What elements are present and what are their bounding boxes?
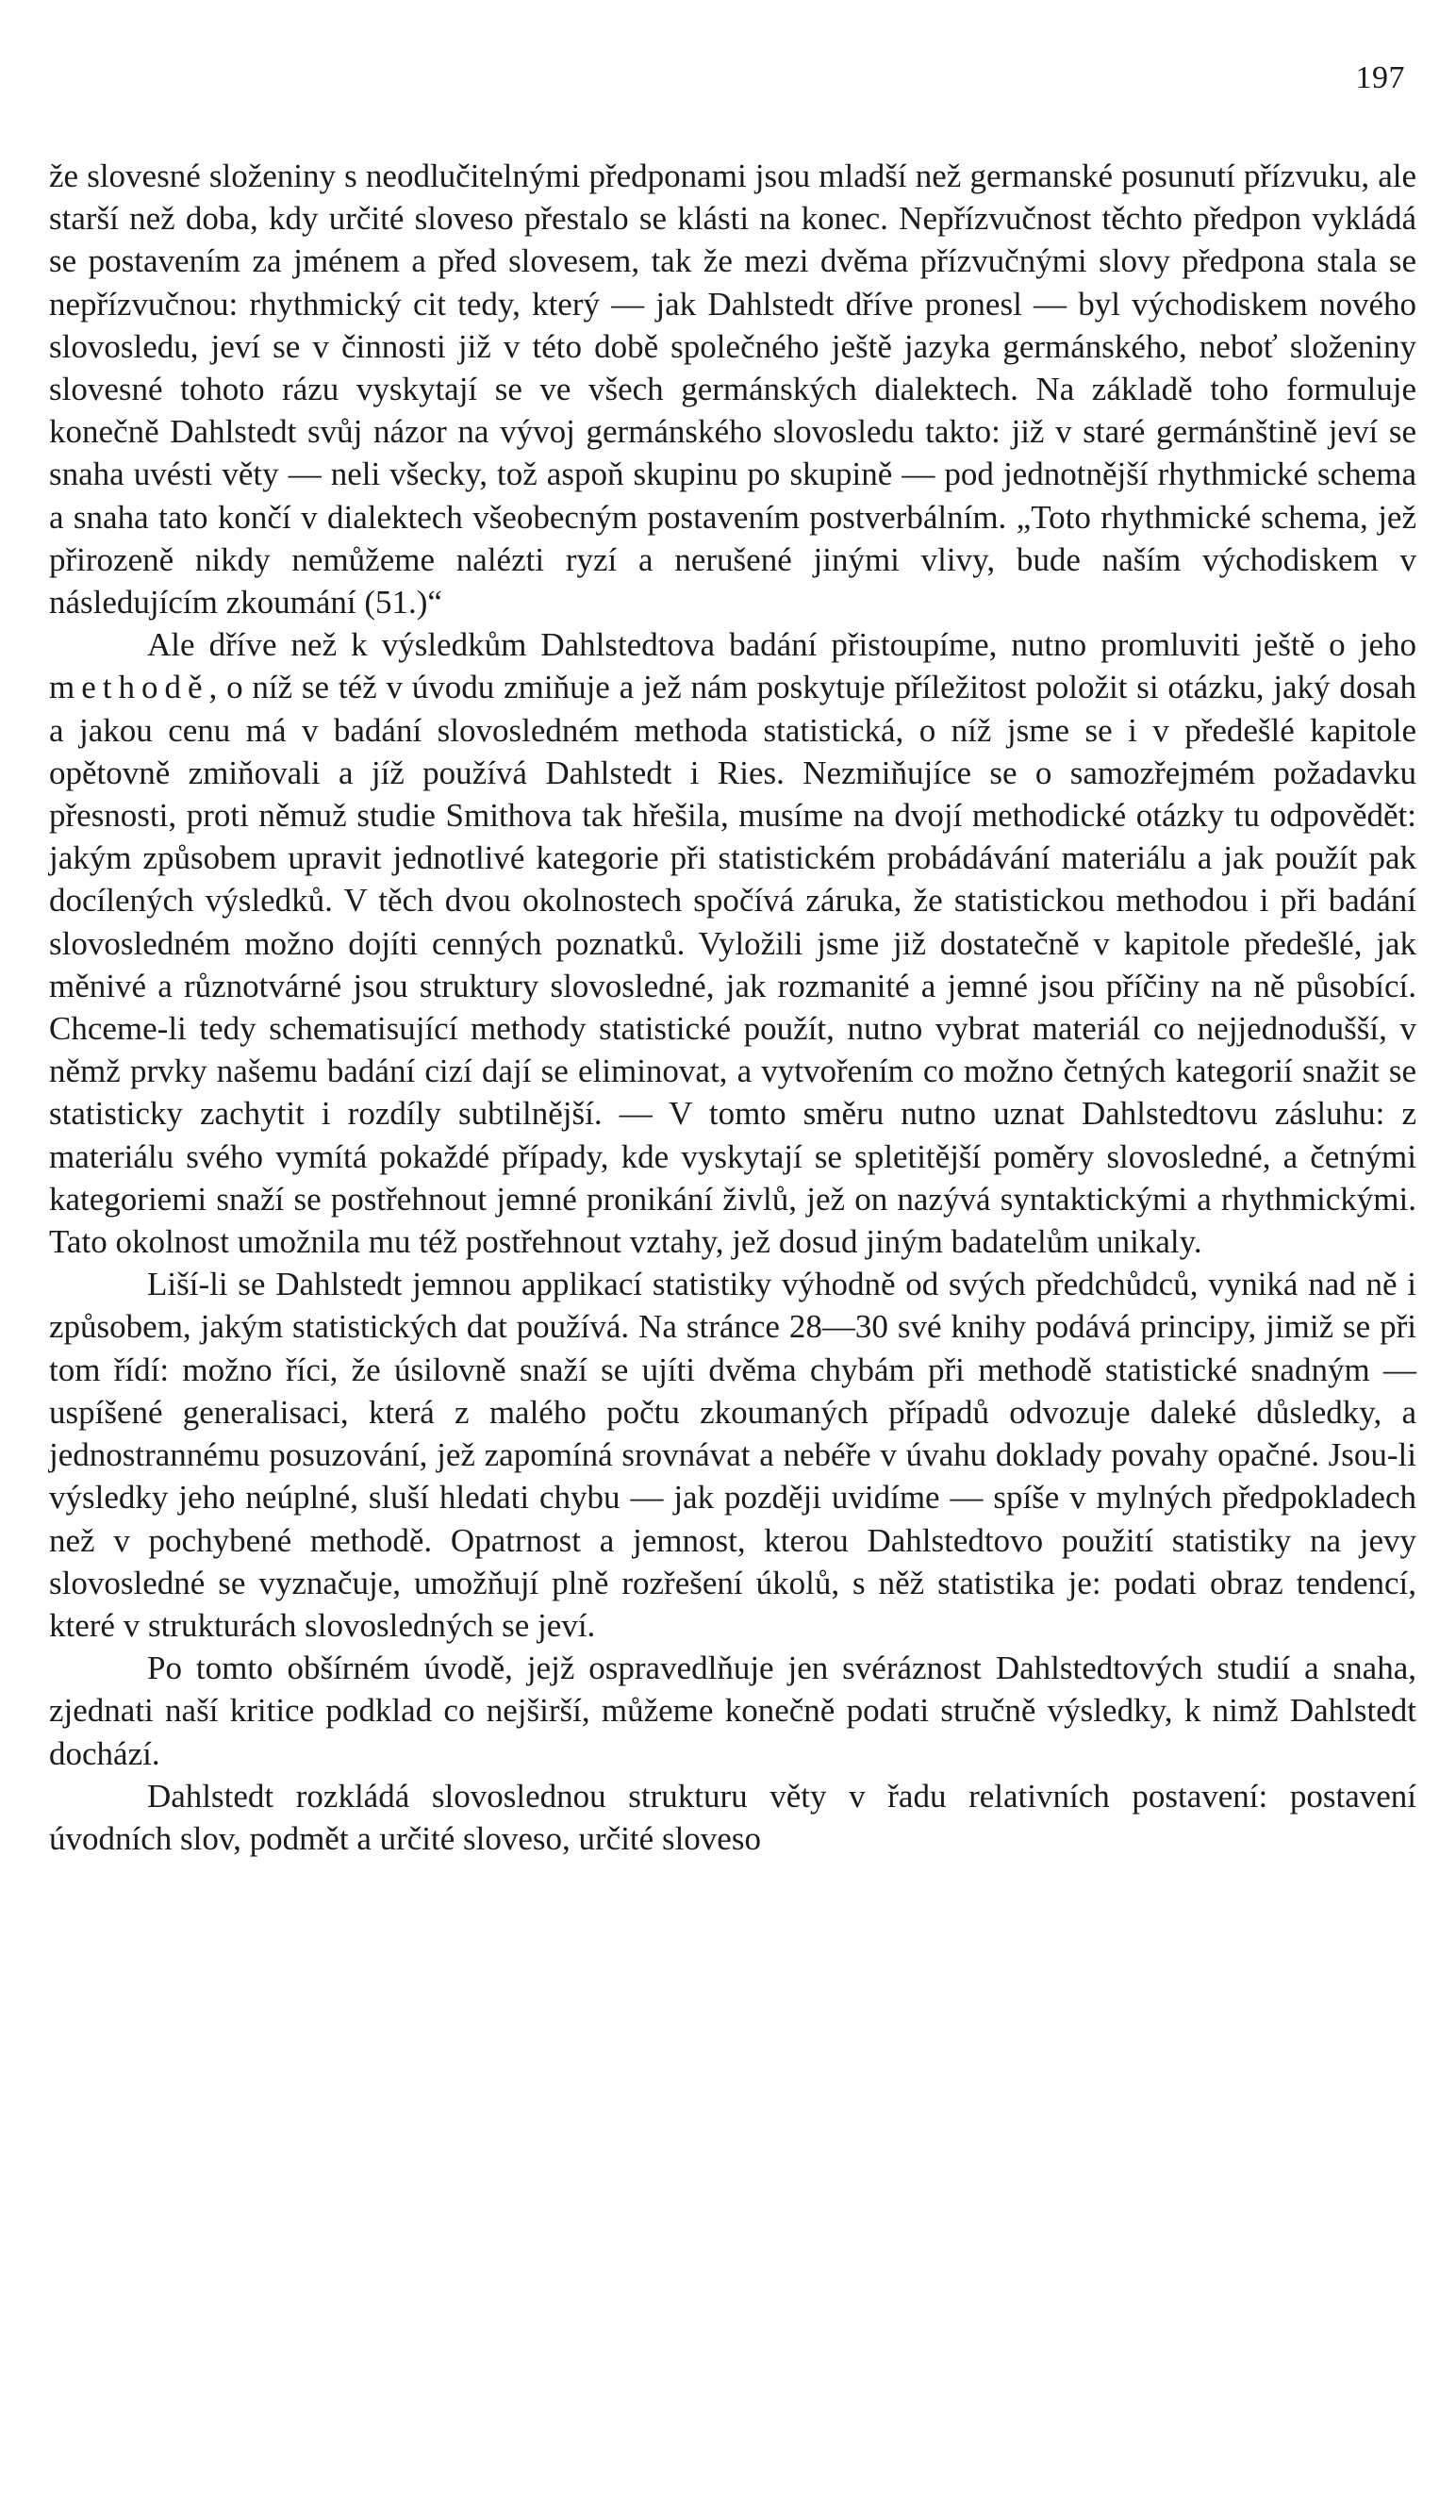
- emphasized-word-methode: methodě: [49, 669, 209, 706]
- paragraph-2: [49, 623, 1416, 1263]
- paragraph-5: Dahlstedt rozkládá slovoslednou strukturu věty v řadu relativních postavení: postavení úvodních slov, podmět a určité sloveso, určité sloveso: [49, 1777, 1416, 1857]
- page-number: 197: [1355, 60, 1405, 95]
- paragraph-4: Po tomto obšírném úvodě, jejž ospravedlňuje jen svéráznost Dahlstedtových studií a snaha, zjednati naší kritice podklad co nejširší, můžeme konečně podati stručně výsledky, k nimž Dahlstedt dochází.: [49, 1650, 1416, 1772]
- body-text: [49, 155, 1416, 1860]
- paragraph-1: že slovesné složeniny s neodlučitelnými předponami jsou mladší než germanské posunutí přízvuku, ale starší než doba, kdy určité sloveso přestalo se klásti na konec. Nepřízvučnost těchto předpon vykládá se postavením za jménem a před slovesem, tak že mezi dvěma přízvučnými slovy předpona stala se nepřízvučnou: rhythmický cit tedy, který — jak Dahlstedt dříve pronesl — byl východiskem nového slovosledu, jeví se v činnosti již v této době společného ještě jazyka germánského, neboť složeniny slovesné tohoto rázu vyskytají se ve všech germánských dialektech. Na základě toho formuluje konečně Dahlstedt svůj názor na vývoj germánského slovosledu takto: již v staré germánštině jeví se snaha uvésti věty — neli všecky, tož aspoň skupinu po skupině — pod jednotnější rhythmické schema a snaha tato končí v dialektech všeobecným postavením postverbálním. „Toto rhythmické schema, jež přirozeně nikdy nemůžeme nalézti ryzí a nerušené jinými vlivy, bude naším východiskem v následujícím zkoumání (51.)“: [49, 158, 1416, 622]
- paragraph-2-before: Ale dříve než k výsledkům Dahlstedtova badání přistoupíme, nutno promluviti ještě o jeho: [147, 626, 1416, 664]
- paragraph-2-after: , o níž se též v úvodu zmiňuje a jež nám poskytuje příležitost položit si otázku, jaký dosah a jakou cenu má v badání slovosledném methoda statistická, o níž jsme se i v předešlé kapitole opětovně zmiňovali a jíž používá Dahlstedt i Ries. Nezmiňujíce se o samozřejmém požadavku přesnosti, proti němuž studie Smithova tak hřešila, musíme na dvojí methodické otázky tu odpovědět: jakým způsobem upravit jednotlivé kategorie při statistickém probádávání materiálu a jak použít pak docílených výsledků. V těch dvou okolnostech spočívá záruka, že statistickou methodou i při badání slovosledném možno dojíti cenných poznatků. Vyložili jsme již dostatečně v kapitole předešlé, jak měnivé a různotvárné jsou struktury slovosledné, jak rozmanité a jemné jsou příčiny na ně působící. Chceme-li tedy schematisující methody statistické použít, nutno vybrat materiál co nejjednodušší, v němž prvky našemu badání cizí dají se eliminovat, a vytvořením co možno četných kategorií snažit se statisticky zachytit i rozdíly subtilnější. — V tomto směru nutno uznat Dahlstedtovu zásluhu: z materiálu svého vymítá pokaždé případy, kde vyskytají se spletitější poměry slovosledné, a četnými kategoriemi snaží se postřehnout jemné pronikání živlů, jež on nazývá syntaktickými a rhythmickými. Tato okolnost umožnila mu též postřehnout vztahy, jež dosud jiným badatelům unikaly.: [49, 669, 1416, 1261]
- paragraph-3: Liší-li se Dahlstedt jemnou applikací statistiky výhodně od svých předchůdců, vyniká nad ně i způsobem, jakým statistických dat používá. Na stránce 28—30 své knihy podává principy, jimiž se při tom řídí: možno říci, že úsilovně snaží se ujíti dvěma chybám při methodě statistické snadným — uspíšené generalisaci, která z malého počtu zkoumaných případů odvozuje daleké důsledky, a jednostrannému posuzování, jež zapomíná srovnávat a nebéře v úvahu doklady povahy opačné. Jsou-li výsledky jeho neúplné, sluší hledati chybu — jak později uvidíme — spíše v mylných předpokladech než v pochybené methodě. Opatrnost a jemnost, kterou Dahlstedtovo použití statistiky na jevy slovosledné se vyznačuje, umožňují plně rozřešení úkolů, s něž statistika je: podati obraz tendencí, které v strukturách slovosledných se jeví.: [49, 1266, 1416, 1644]
